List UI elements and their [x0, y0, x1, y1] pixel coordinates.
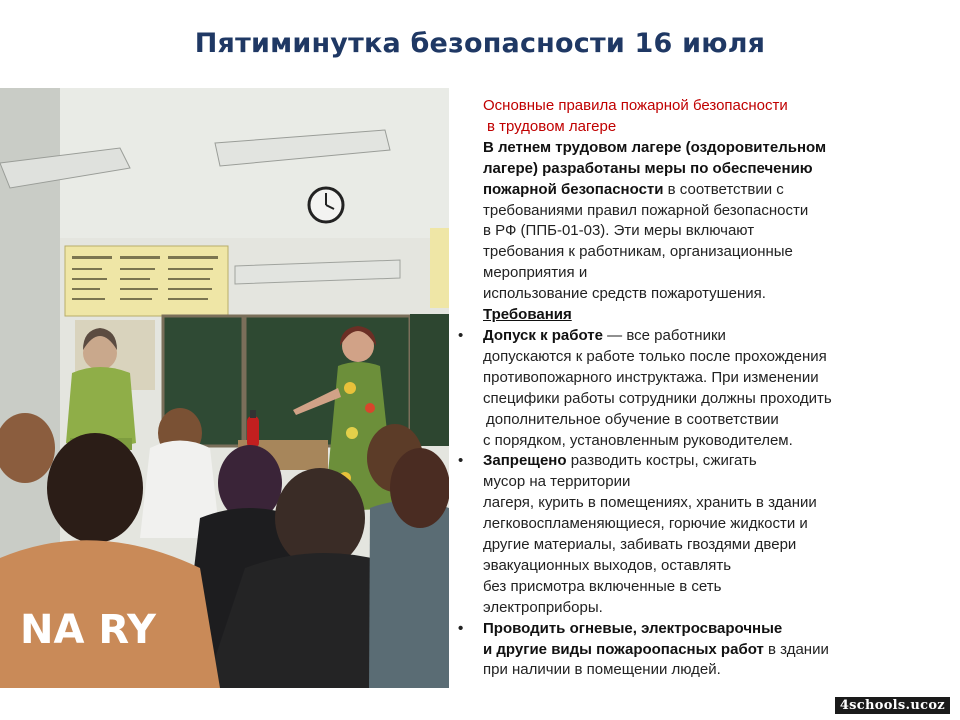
requirements-heading: Требования	[483, 306, 572, 324]
bullet-text: электроприборы.	[483, 598, 603, 616]
bullet-text: специфики работы сотрудники должны проходить	[483, 389, 832, 407]
bullet-icon: •	[458, 326, 464, 344]
intro-line: пожарной безопасности в соответствии с	[483, 180, 784, 198]
intro-line: использование средств пожаротушения.	[483, 285, 766, 303]
bullet-text: без присмотра включенные в сеть	[483, 577, 722, 595]
bullet-text: мусор на территории	[483, 473, 631, 491]
bullet-text: и другие виды пожароопасных работ в здании	[483, 640, 829, 658]
classroom-photo	[0, 88, 449, 688]
bullet-text: лагеря, курить в помещениях, хранить в здании	[483, 494, 817, 512]
bullet-text: противопожарного инструктажа. При изменении	[483, 368, 819, 386]
intro-line: в РФ (ППБ-01-03). Эти меры включают	[483, 222, 755, 240]
bullet-text: дополнительное обучение в соответствии	[486, 410, 779, 428]
intro-line: мероприятия и	[483, 264, 588, 282]
intro-line: В летнем трудовом лагере (оздоровительном	[483, 138, 827, 156]
wall-clock-icon	[309, 188, 343, 222]
intro-line: требования к работникам, организационные	[483, 243, 793, 261]
bullet-text: другие материалы, забивать гвоздями двери	[483, 536, 797, 554]
bullet-text: при наличии в помещении людей.	[483, 661, 721, 679]
intro-line: требованиями правил пожарной безопасности	[483, 201, 809, 219]
bullet-hot-work: • Проводить огневые, электросварочные	[483, 619, 943, 640]
bullet-text: эвакуационных выходов, оставлять	[483, 556, 732, 574]
intro-line: лагере) разработаны меры по обеспечению	[483, 159, 813, 177]
bullet-icon: •	[458, 452, 464, 470]
bullet-prohibited: • Запрещено разводить костры, сжигать	[483, 451, 943, 472]
heading-line-2: в трудовом лагере	[487, 117, 617, 135]
heading-line-1: Основные правила пожарной безопасности	[483, 97, 788, 114]
site-watermark: 4schools.ucoz	[835, 697, 950, 714]
bullet-text: с порядком, установленным руководителем.	[483, 431, 793, 449]
bullet-text: допускаются к работе только после прохождения	[483, 347, 827, 365]
bullet-icon: •	[458, 619, 464, 637]
slide-title: Пятиминутка безопасности 16 июля	[194, 28, 766, 59]
shirt-print: NA RY	[20, 607, 156, 653]
safety-text	[458, 96, 943, 681]
bullet-text: легковоспламеняющиеся, горючие жидкости и	[483, 515, 808, 533]
bullet-admission: • Допуск к работе — все работники	[483, 326, 943, 347]
